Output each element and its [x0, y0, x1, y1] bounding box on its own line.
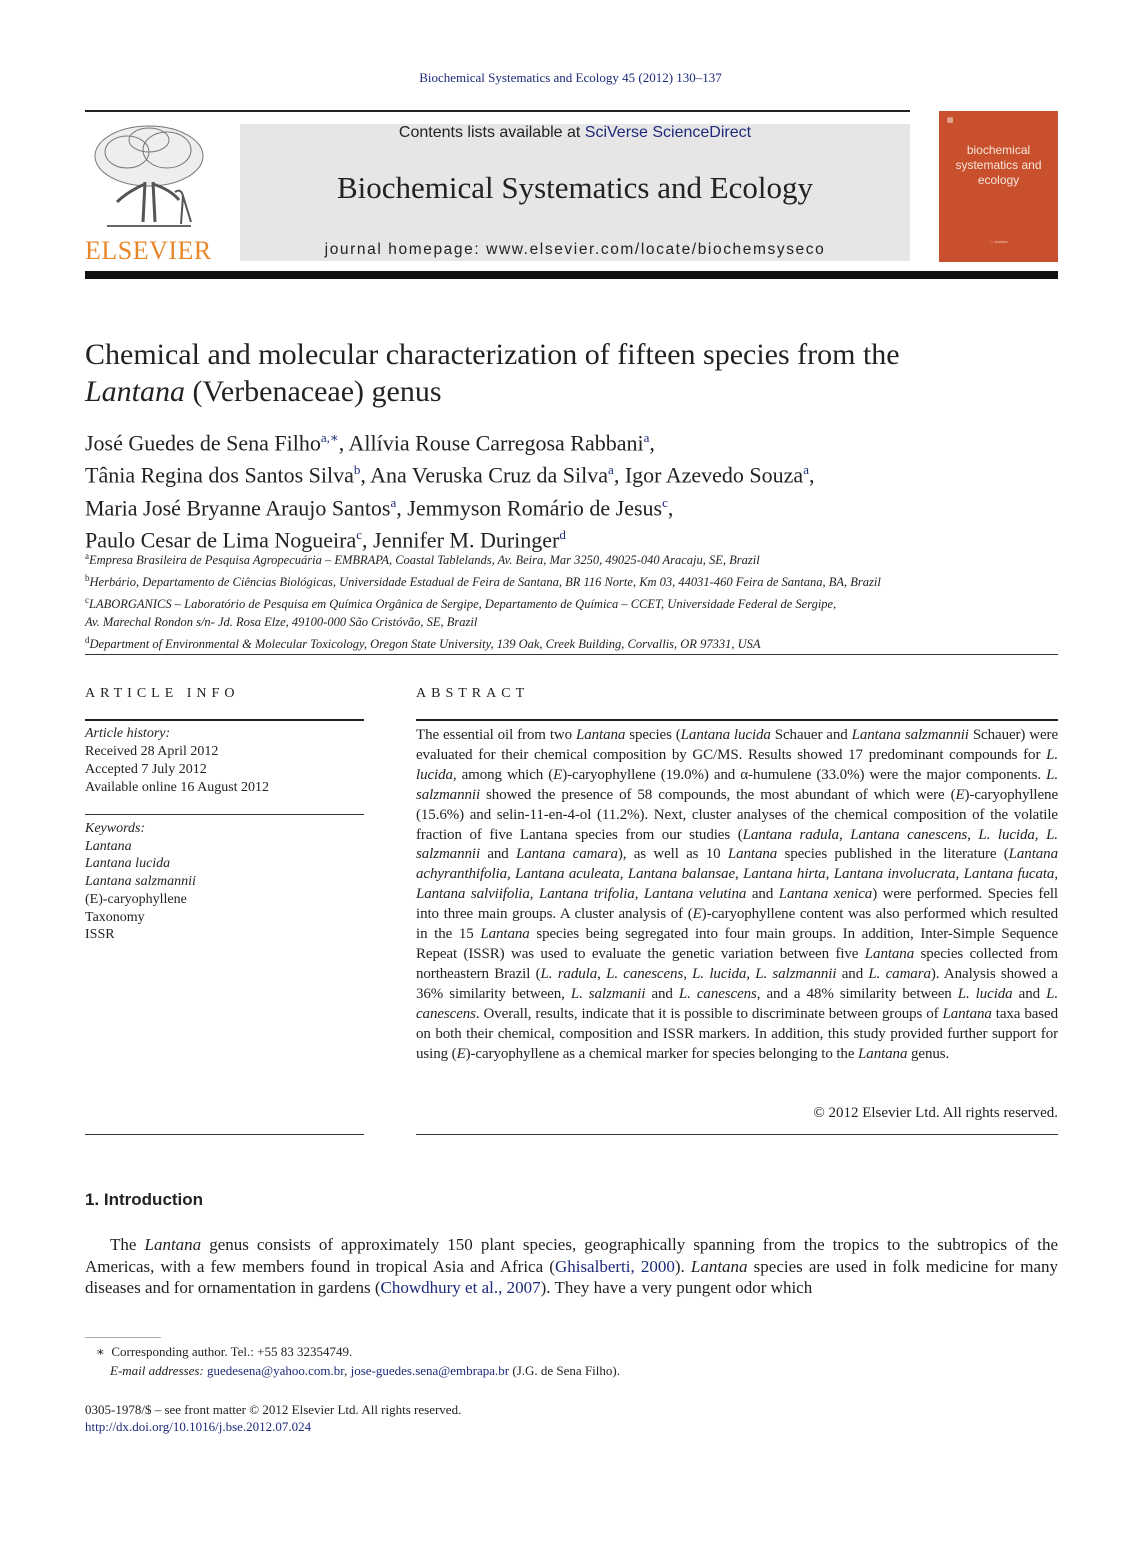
affil-key: c: [85, 595, 89, 606]
received-date: Received 28 April 2012: [85, 744, 219, 759]
author-sep: ,: [613, 462, 625, 488]
accepted-date: Accepted 7 July 2012: [85, 762, 207, 777]
author[interactable]: Allívia Rouse Carregosa Rabbani: [348, 430, 644, 456]
title-genus: Lantana: [85, 375, 186, 408]
author-affil[interactable]: c: [662, 494, 668, 510]
journal-citation[interactable]: Biochemical Systematics and Ecology 45 (2012) 130–137: [419, 70, 722, 85]
introduction-text: The Lantana genus consists of approximately 150 plant species, geographically spanning from the tropics to the subtropics of the Americas, with a few members found in tropical Asia and Africa (Ghisalberti, 2000). Lantana species are used in folk medicine for many diseases and for ornamentation in gardens (Chowdhury et al., 2007). They have a very pungent odor which: [85, 1235, 1058, 1297]
affiliation: [85, 631, 1075, 653]
keyword: Lantana lucida: [85, 856, 171, 872]
article-title: [85, 336, 1065, 410]
author-affil[interactable]: a,∗: [320, 430, 339, 445]
email-suffix: (J.G. de Sena Filho).: [509, 1363, 620, 1378]
abstract-rule: [416, 719, 1058, 721]
author[interactable]: Maria José Bryanne Araujo Santos: [85, 494, 391, 520]
article-history: [85, 725, 364, 797]
author-list: [85, 424, 1065, 553]
author-sep: ,: [360, 462, 371, 488]
author-affil[interactable]: a: [643, 430, 650, 445]
affiliation: [85, 613, 1075, 631]
keywords: [85, 820, 364, 944]
history-label: Article history:: [85, 726, 171, 741]
info-rule: [85, 814, 364, 815]
abstract-heading: ABSTRACT: [416, 686, 530, 701]
author[interactable]: Tânia Regina dos Santos Silva: [85, 462, 354, 488]
author-sep: ,: [649, 430, 655, 456]
header-rule: [85, 110, 910, 112]
front-matter: 0305-1978/$ – see front matter © 2012 Elsevier Ltd. All rights reserved.: [85, 1402, 462, 1417]
author-affil[interactable]: b: [353, 462, 361, 478]
affil-text: LABORGANICS – Laboratório de Pesquisa em Química Orgânica de Sergipe, Departamento de Química – CCET, Universidade Federal de Sergipe,: [89, 597, 837, 612]
header-thick-rule: [85, 271, 1058, 279]
author-affil[interactable]: a: [803, 462, 809, 478]
corresponding-author: Corresponding author. Tel.: +55 83 32354749.: [111, 1344, 353, 1359]
journal-homepage[interactable]: journal homepage: www.elsevier.com/locate/biochemsyseco: [324, 241, 826, 258]
affiliations: [85, 547, 1075, 654]
author-affil[interactable]: a: [390, 494, 397, 510]
affil-key: a: [85, 551, 89, 561]
footnote-star: ∗: [96, 1344, 105, 1359]
email-link[interactable]: guedesena@yahoo.com.br: [207, 1363, 345, 1378]
keyword: (E)-caryophyllene: [85, 891, 187, 907]
author-sep: ,: [667, 494, 674, 520]
author[interactable]: Igor Azevedo Souza: [624, 462, 804, 488]
affil-key: b: [85, 573, 90, 584]
footnote-rule: [85, 1337, 161, 1338]
title-line1: Chemical and molecular characterization of fifteen species from the: [85, 338, 900, 371]
author-affil[interactable]: d: [559, 526, 566, 542]
contents-prefix: Contents lists available at: [398, 124, 585, 141]
affil-text: Department of Environmental & Molecular Toxicology, Oregon State University, 139 Oak, Creek Building, Corvallis, OR 97331, USA: [89, 637, 761, 652]
tree-icon: [87, 122, 211, 234]
author-sep: ,: [396, 494, 408, 520]
author[interactable]: Ana Veruska Cruz da Silva: [370, 462, 609, 488]
author-affil[interactable]: a: [608, 462, 614, 478]
author[interactable]: José Guedes de Sena Filho: [85, 430, 321, 456]
email-link[interactable]: jose-guedes.sena@embrapa.br: [350, 1363, 510, 1378]
journal-cover[interactable]: [939, 111, 1058, 262]
section-rule: [85, 654, 1058, 655]
abstract-rule: [416, 1134, 1058, 1135]
author[interactable]: Paulo Cesar de Lima Nogueira: [85, 527, 357, 553]
info-rule: [85, 719, 364, 721]
keyword: Lantana salzmannii: [85, 874, 196, 890]
affil-text: Empresa Brasileira de Pesquisa Agropecuária – EMBRAPA, Coastal Tablelands, Av. Beira, Mar 3250, 49025-040 Aracaju, SE, Brazil: [89, 553, 760, 568]
affil-text: Av. Marechal Rondon s/n- Jd. Rosa Elze, 49100-000 São Cristóvão, SE, Brazil: [85, 615, 478, 630]
affil-key: d: [85, 635, 90, 646]
keyword: Taxonomy: [85, 909, 145, 925]
author[interactable]: Jemmyson Romário de Jesus: [407, 494, 663, 520]
elsevier-wordmark: ELSEVIER: [85, 236, 212, 265]
author-affil[interactable]: c: [356, 526, 363, 542]
author-sep: ,: [338, 430, 349, 456]
affiliation: [85, 547, 1075, 569]
info-rule: [85, 1134, 364, 1135]
affiliation: [85, 591, 1075, 613]
author-sep: ,: [808, 462, 815, 488]
online-date: Available online 16 August 2012: [85, 780, 270, 795]
citation-link[interactable]: Chowdhury et al., 2007: [380, 1278, 541, 1297]
contents-line: [240, 124, 910, 142]
email-footnote: E-mail addresses: guedesena@yahoo.com.br, jose-guedes.sena@embrapa.br (J.G. de Sena Filho).: [110, 1363, 620, 1378]
cover-sd-icon: ◌ ═══: [989, 240, 1008, 246]
elsevier-logo: [85, 122, 215, 264]
author-sep: ,: [362, 527, 374, 553]
article-info-heading: ARTICLE INFO: [85, 686, 240, 701]
citation-link[interactable]: Ghisalberti, 2000: [554, 1256, 675, 1276]
author[interactable]: Jennifer M. Duringer: [373, 527, 560, 553]
cover-title: biochemical systematics and ecology: [955, 143, 1042, 187]
email-label: E-mail addresses:: [110, 1363, 204, 1378]
keyword: Lantana: [85, 838, 132, 854]
keywords-label: Keywords:: [85, 821, 146, 836]
journal-name: Biochemical Systematics and Ecology: [336, 170, 814, 205]
title-line2: (Verbenaceae) genus: [185, 375, 442, 408]
keyword: ISSR: [85, 927, 115, 943]
cover-tree-icon: ▦: [947, 116, 954, 124]
doi-link[interactable]: http://dx.doi.org/10.1016/j.bse.2012.07.024: [85, 1419, 312, 1434]
affil-text: Herbário, Departamento de Ciências Biológicas, Universidade Estadual de Feira de Santana, BR 116 Norte, Km 03, 44031-460 Feira de Santana, BA, Brazil: [89, 575, 881, 590]
sciencedirect-link[interactable]: SciVerse ScienceDirect: [584, 124, 752, 141]
abstract-copyright: © 2012 Elsevier Ltd. All rights reserved.: [813, 1105, 1058, 1121]
affiliation: [85, 569, 1075, 591]
abstract-text: The essential oil from two Lantana species (Lantana lucida Schauer and Lantana salzmannii Schauer) were evaluated for their chemical composition by GC/MS. Results showed 17 predominant compounds for L. lucida, among which (E)-caryophyllene (19.0%) and α-humulene (33.0%) were the major components. L. salzmannii showed the presence of 58 compounds, the most abundant of which were (E)-caryophyllene (15.6%) and selin-11-en-4-ol (11.2%). Next, cluster analyses of the chemical composition of the volatile fraction of five Lantana species from our studies (Lantana radula, Lantana canescens, L. lucida, L. salzmannii and Lantana camara), as well as 10 Lantana species published in the literature (Lantana achyranthifolia, Lantana aculeata, Lantana balansae, Lantana hirta, Lantana involucrata, Lantana fucata, Lantana salviifolia, Lantana trifolia, Lantana velutina and Lantana xenica) were performed. Species fell into three main groups. A cluster analysis of (E)-caryophyllene content was also performed which resulted in the 15 Lantana species being segregated into four main groups. In addition, Inter-Simple Sequence Repeat (ISSR) was used to evaluate the genetic variation between five Lantana species collected from northeastern Brazil (L. radula, L. canescens, L. lucida, L. salzmannii and L. camara). Analysis showed a 36% similarity between, L. salzmanii and L. canescens, and a 48% similarity between L. lucida and L. canescens. Overall, results, indicate that it is possible to discriminate between groups of Lantana taxa based on both their chemical, composition and ISSR markers. In addition, this study provided further support for using (E)-caryophyllene as a chemical marker for species belonging to the Lantana genus.: [416, 727, 1059, 1062]
introduction-heading: 1. Introduction: [85, 1190, 204, 1209]
corresponding-footnote: [96, 1342, 352, 1361]
